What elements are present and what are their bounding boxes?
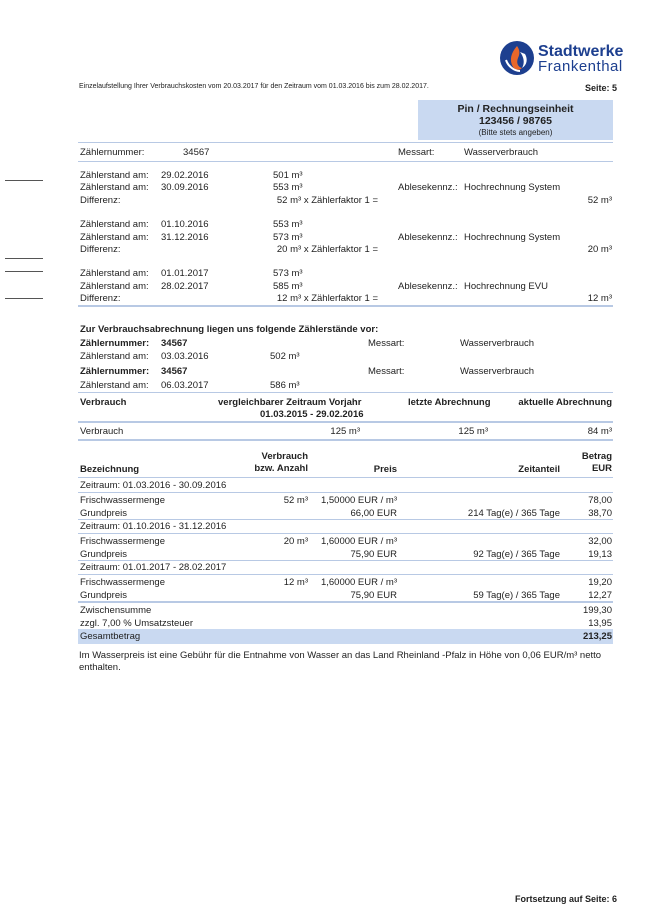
cost-row-preis: 75,90 EUR [350,549,397,560]
diff-formula: 52 m³ x Zählerfaktor 1 = [276,195,378,206]
flame-emblem-icon [498,38,536,78]
diff-formula: 12 m³ x Zählerfaktor 1 = [276,293,378,304]
cost-row-betrag: 19,20 [588,577,612,588]
total-value: 213,25 [582,631,612,642]
divider [78,142,613,143]
cost-row-label: Grundpreis [80,590,127,601]
vat-label: zzgl. 7,00 % Umsatzsteuer [80,618,193,629]
divider [78,439,613,441]
divider [78,601,613,603]
divider [78,574,613,575]
zaehlernummer-label: Zählernummer: [80,338,150,349]
reading-value: 553 m³ [273,182,303,193]
reading-value: 501 m³ [273,170,303,181]
pin-box [418,100,613,140]
reading-label: Zählerstand am: [80,170,149,181]
ablese-label: Ablesekennz.: [398,182,458,193]
reading-label: Zählerstand am: [80,219,149,230]
comparison-row-label: Verbrauch [80,426,124,437]
cost-row-preis: 66,00 EUR [350,508,397,519]
messart-value: Wasserverbrauch [460,338,535,349]
zaehlernummer-value: 34567 [161,366,188,377]
zaehlerstand-label: Zählerstand am: [80,380,149,391]
zaehlernummer-value: 34567 [161,338,188,349]
divider [78,421,613,423]
cost-row-label: Grundpreis [80,549,127,560]
cost-row-betrag: 78,00 [588,495,612,506]
divider [78,477,613,478]
diff-formula: 20 m³ x Zählerfaktor 1 = [276,244,378,255]
period-label: Zeitraum: 01.01.2017 - 28.02.2017 [80,562,227,573]
cost-row-preis: 1,50000 EUR / m³ [320,495,397,506]
margin-mark [5,258,43,259]
comparison-header-vorjahr-range: 01.03.2015 - 29.02.2016 [260,409,364,420]
reading-label: Zählerstand am: [80,232,149,243]
messart-value: Wasserverbrauch [460,366,535,377]
reading-date: 31.12.2016 [161,232,209,243]
comparison-row-aktuelle: 84 m³ [587,426,612,437]
period-label: Zeitraum: 01.03.2016 - 30.09.2016 [80,480,227,491]
pin-note: (Bitte stets angeben) [478,128,553,137]
continuation-note: Fortsetzung auf Seite: 6 [514,894,617,904]
divider [78,533,613,534]
footnote-line2: enthalten. [79,662,121,673]
reading-value: 573 m³ [273,268,303,279]
cost-row-label: Frischwassermenge [80,536,165,547]
cost-row-betrag: 38,70 [588,508,612,519]
diff-label: Differenz: [80,195,121,206]
diff-label: Differenz: [80,244,121,255]
cost-header-eur: EUR [591,463,612,474]
total-row [78,629,613,644]
ablese-label: Ablesekennz.: [398,232,458,243]
cost-row-preis: 75,90 EUR [350,590,397,601]
zaehlerstand-date: 06.03.2017 [161,380,209,391]
cost-header-bezeichnung: Bezeichnung [80,464,140,475]
meter-number: 34567 [183,147,210,158]
diff-label: Differenz: [80,293,121,304]
reading-label: Zählerstand am: [80,268,149,279]
cost-header-verbrauch: Verbrauch [261,451,308,462]
ablese-label: Ablesekennz.: [398,281,458,292]
cost-row-preis: 1,60000 EUR / m³ [320,577,397,588]
cost-row-label: Grundpreis [80,508,127,519]
reading-date: 01.10.2016 [161,219,209,230]
messart-label: Messart: [368,366,405,377]
margin-mark [5,271,43,272]
divider [78,392,613,393]
footnote-line1: Im Wasserpreis ist eine Gebühr für die Entnahme von Wasser an das Land Rheinland -Pfalz in Höhe von 0,06 EUR/m³ netto [79,650,602,661]
cost-header-zeitanteil: Zeitanteil [518,464,560,475]
cost-row-menge: 12 m³ [283,577,308,588]
cost-row-betrag: 19,13 [588,549,612,560]
total-label: Gesamtbetrag [80,631,141,642]
cost-row-menge: 20 m³ [283,536,308,547]
diff-result: 52 m³ [587,195,612,206]
cost-row-preis: 1,60000 EUR / m³ [320,536,397,547]
cost-header-preis: Preis [373,464,397,475]
comparison-header-verbrauch: Verbrauch [80,397,127,408]
comparison-header-letzte: letzte Abrechnung [408,397,491,408]
reading-value: 573 m³ [273,232,303,243]
subtotal-label: Zwischensumme [80,605,152,616]
zaehlerstand-value: 586 m³ [270,380,300,391]
ablese-value: Hochrechnung System [464,232,561,243]
cost-row-zeitanteil: 92 Tag(e) / 365 Tage [473,549,560,560]
comparison-row-letzte: 125 m³ [458,426,488,437]
margin-mark [5,298,43,299]
messart-label: Messart: [398,147,435,158]
reading-value: 553 m³ [273,219,303,230]
reading-date: 30.09.2016 [161,182,209,193]
diff-result: 20 m³ [587,244,612,255]
cost-row-betrag: 32,00 [588,536,612,547]
page-number: Seite: 5 [584,83,617,93]
zaehlerstand-date: 03.03.2016 [161,351,209,362]
meter-label: Zählernummer: [80,147,145,158]
cost-row-label: Frischwassermenge [80,495,165,506]
divider [78,161,613,162]
reading-date: 29.02.2016 [161,170,209,181]
diff-result: 12 m³ [587,293,612,304]
margin-mark [5,180,43,181]
messart-value: Wasserverbrauch [464,147,539,158]
divider [78,492,613,493]
divider [78,560,613,561]
cost-row-betrag: 12,27 [588,590,612,601]
zaehlerstand-value: 502 m³ [270,351,300,362]
divider [78,519,613,520]
brand-line1: Stadtwerke [538,43,624,60]
cost-row-zeitanteil: 214 Tag(e) / 365 Tage [467,508,560,519]
cost-header-anzahl: bzw. Anzahl [254,463,308,474]
comparison-header-aktuelle: aktuelle Abrechnung [518,397,612,408]
divider [78,305,613,307]
further-heading: Zur Verbrauchsabrechnung liegen uns folgende Zählerstände vor: [80,324,379,335]
reading-value: 585 m³ [273,281,303,292]
zaehlerstand-label: Zählerstand am: [80,351,149,362]
cost-header-betrag: Betrag [581,451,612,462]
intro-text: Einzelaufstellung Ihrer Verbrauchskosten vom 20.03.2017 für den Zeitraum vom 01.03.2016 bis zum 28.02.2017. [79,83,429,90]
subtotal-value: 199,30 [582,605,612,616]
brand-line2: Frankenthal [538,58,623,75]
cost-row-label: Frischwassermenge [80,577,165,588]
pin-numbers: 123456 / 98765 [479,115,552,127]
ablese-value: Hochrechnung System [464,182,561,193]
company-logo [498,38,623,78]
comparison-header-vorjahr: vergleichbarer Zeitraum Vorjahr [218,397,362,408]
reading-date: 01.01.2017 [161,268,209,279]
zaehlernummer-label: Zählernummer: [80,366,150,377]
ablese-value: Hochrechnung EVU [464,281,548,292]
cost-row-menge: 52 m³ [283,495,308,506]
vat-value: 13,95 [588,618,612,629]
reading-label: Zählerstand am: [80,281,149,292]
reading-label: Zählerstand am: [80,182,149,193]
pin-title: Pin / Rechnungseinheit [457,103,574,115]
reading-date: 28.02.2017 [161,281,209,292]
period-label: Zeitraum: 01.10.2016 - 31.12.2016 [80,521,227,532]
comparison-row-vorjahr: 125 m³ [330,426,360,437]
messart-label: Messart: [368,338,405,349]
cost-row-zeitanteil: 59 Tag(e) / 365 Tage [473,590,560,601]
